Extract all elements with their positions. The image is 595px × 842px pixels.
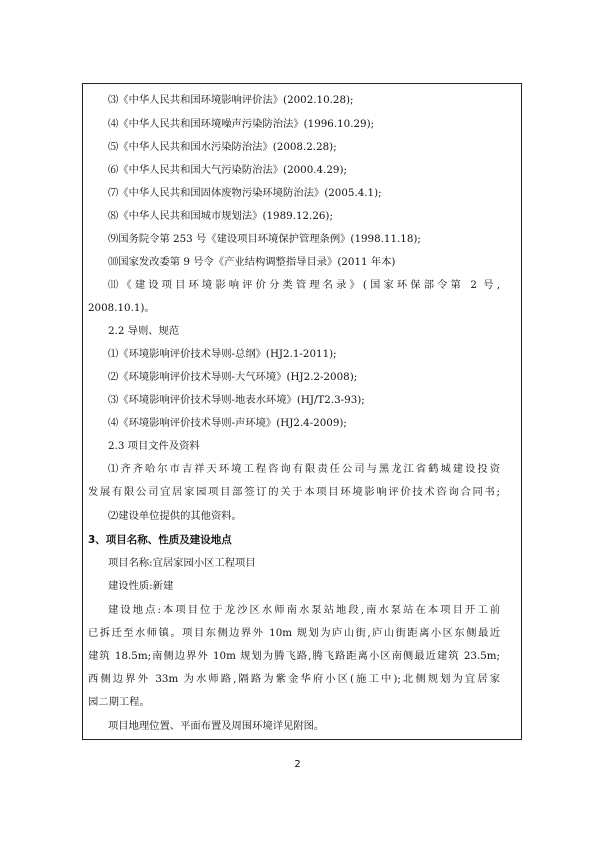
document-item: ⑵建设单位提供的其他资料。: [108, 510, 242, 522]
project-location-line: 西侧边界外 33m 为水师路,隔路为紫金华府小区(施工中);北侧规划为宜居家: [88, 673, 500, 685]
project-location-line: 建设地点:本项目位于龙沙区水师南水泵站地段,南水泵站在本项目开工前: [108, 604, 500, 616]
figures-note: 项目地理位置、平面布置及周围环境详见附图。: [108, 720, 325, 732]
law-item-continuation: 2008.10.1)。: [88, 302, 155, 314]
section-2-2-title: 2.2 导则、规范: [108, 325, 180, 337]
guideline-item: ⑵《环境影响评价技术导则-大气环境》(HJ2.2-2008);: [108, 371, 358, 383]
law-item: ⑹《中华人民共和国大气污染防治法》(2000.4.29);: [108, 164, 347, 176]
project-location-line: 建筑 18.5m;南侧边界外 10m 规划为腾飞路,腾飞路距离小区南侧最近建筑 23.5m;: [88, 650, 500, 662]
law-item: ⑻《中华人民共和国城市规划法》(1989.12.26);: [108, 210, 333, 222]
document-item: ⑴齐齐哈尔市吉祥天环境工程咨询有限责任公司与黑龙江省鹤城建设投资: [108, 463, 500, 475]
law-item: ⑸《中华人民共和国水污染防治法》(2008.2.28);: [108, 141, 337, 153]
page-number: 2: [294, 759, 301, 770]
guideline-item: ⑶《环境影响评价技术导则-地表水环境》(HJ/T2.3-93);: [108, 394, 365, 406]
law-item: ⑽国家发改委第 9 号令《产业结构调整指导目录》(2011 年本): [108, 256, 396, 268]
guideline-item: ⑴《环境影响评价技术导则-总纲》(HJ2.1-2011);: [108, 348, 337, 360]
law-item: ⑼国务院令第 253 号《建设项目环境保护管理条例》(1998.11.18);: [108, 233, 421, 245]
law-item: ⑶《中华人民共和国环境影响评价法》(2002.10.28);: [108, 94, 354, 106]
project-nature: 建设性质:新建: [108, 580, 174, 592]
project-location-line: 园二期工程。: [88, 696, 150, 708]
guideline-item: ⑷《环境影响评价技术导则-声环境》(HJ2.4-2009);: [108, 417, 347, 429]
section-3-heading: 3、项目名称、性质及建设地点: [88, 534, 232, 546]
law-item: ⑺《中华人民共和国固体废物污染环境防治法》(2005.4.1);: [108, 187, 382, 199]
project-name: 项目名称:宜居家园小区工程项目: [108, 557, 256, 569]
law-item: ⑾《建设项目环境影响评价分类管理名录》(国家环保部令第 2 号,: [108, 279, 500, 291]
document-item-continuation: 发展有限公司宜居家园项目部签订的关于本项目环境影响评价技术咨询合同书;: [88, 486, 500, 498]
section-2-3-title: 2.3 项目文件及资料: [108, 440, 200, 452]
law-item: ⑷《中华人民共和国环境噪声污染防治法》(1996.10.29);: [108, 118, 375, 130]
content-table-frame: [82, 83, 522, 740]
project-location-line: 已拆迁至水师镇。项目东侧边界外 10m 规划为庐山街,庐山街距离小区东侧最近: [88, 627, 500, 639]
